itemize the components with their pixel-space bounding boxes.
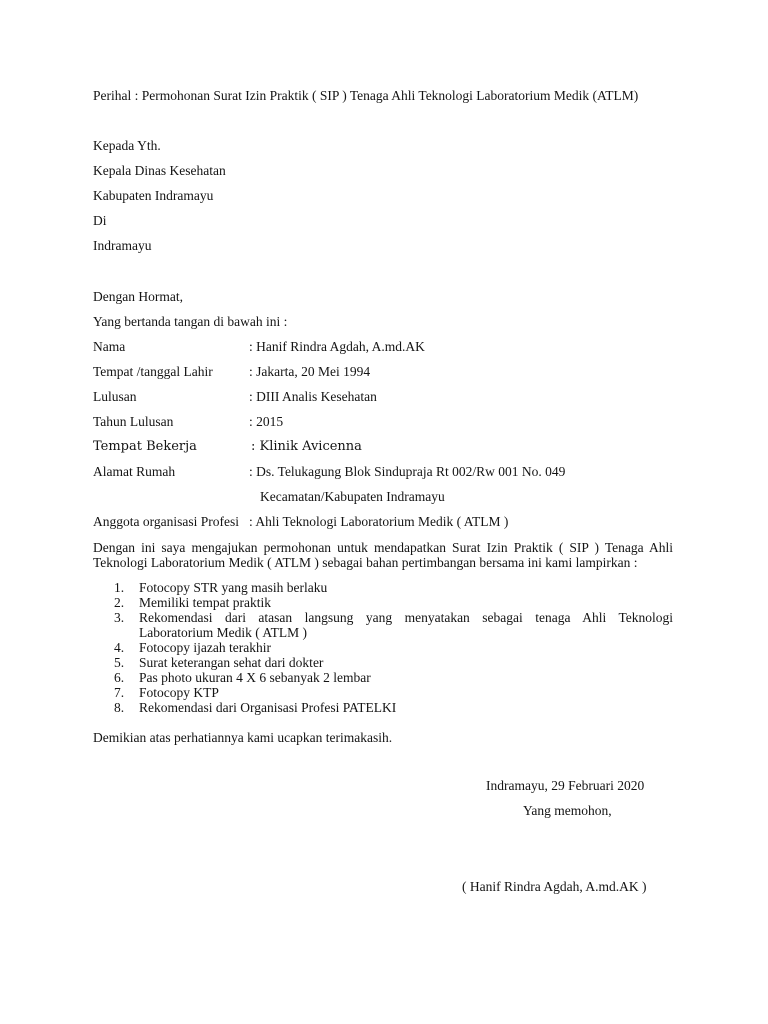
attachment-text-continued: Laboratorium Medik ( ATLM ) (139, 625, 307, 640)
field-ttl-label: Tempat /tanggal Lahir (93, 364, 213, 379)
field-bekerja-label: Tempat Bekerja (93, 439, 197, 454)
field-tahun-label: Tahun Lulusan (93, 414, 174, 429)
request-line-1: Dengan ini saya mengajukan permohonan untuk mendapatkan Surat Izin Praktik ( SIP ) Tenaga Ahli (93, 540, 673, 555)
intro-line: Yang bertanda tangan di bawah ini : (93, 314, 288, 329)
attachment-number: 8. (114, 700, 125, 715)
closing-line: Demikian atas perhatiannya kami ucapkan terimakasih. (93, 730, 393, 745)
attachment-number: 2. (114, 595, 125, 610)
attachment-text: Surat keterangan sehat dari dokter (139, 655, 324, 670)
attachment-item-1 (93, 580, 673, 595)
field-alamat-value-2: Kecamatan/Kabupaten Indramayu (260, 489, 445, 504)
attachment-item-6 (93, 670, 673, 685)
field-lulusan-value: : DIII Analis Kesehatan (249, 389, 377, 404)
attachment-item-2 (93, 595, 673, 610)
attachment-item-4 (93, 640, 673, 655)
subject-line: Perihal : Permohonan Surat Izin Praktik ( SIP ) Tenaga Ahli Teknologi Laboratorium Medik (ATLM) (93, 88, 639, 103)
field-alamat-value: : Ds. Telukagung Blok Sindupraja Rt 002/Rw 001 No. 049 (249, 464, 566, 479)
greeting: Dengan Hormat, (93, 289, 183, 304)
attachment-number: 7. (114, 685, 125, 700)
attachment-text: Rekomendasi dari Organisasi Profesi PATELKI (139, 700, 397, 715)
attachment-text: Memiliki tempat praktik (139, 595, 271, 610)
recipient-line-4: Di (93, 213, 107, 228)
attachment-number: 1. (114, 580, 125, 595)
recipient-line-5: Indramayu (93, 238, 152, 253)
field-anggota-label: Anggota organisasi Profesi (93, 514, 239, 529)
request-line-2: Teknologi Laboratorium Medik ( ATLM ) sebagai bahan pertimbangan bersama ini kami lampirkan : (93, 555, 638, 570)
recipient-line-2: Kepala Dinas Kesehatan (93, 163, 226, 178)
field-nama-value: : Hanif Rindra Agdah, A.md.AK (249, 339, 425, 354)
attachment-list (93, 580, 673, 715)
field-nama-label: Nama (93, 339, 126, 354)
recipient-line-1: Kepada Yth. (93, 138, 161, 153)
attachment-text: Pas photo ukuran 4 X 6 sebanyak 2 lembar (139, 670, 371, 685)
field-anggota-value: : Ahli Teknologi Laboratorium Medik ( ATLM ) (249, 514, 509, 529)
attachment-item-7 (93, 685, 673, 700)
recipient-line-3: Kabupaten Indramayu (93, 188, 214, 203)
signature-name: ( Hanif Rindra Agdah, A.md.AK ) (462, 879, 647, 894)
attachment-number: 4. (114, 640, 125, 655)
signature-place-date: Indramayu, 29 Februari 2020 (486, 778, 645, 793)
field-tahun-value: : 2015 (249, 414, 284, 429)
attachment-item-5 (93, 655, 673, 670)
field-bekerja-value: : Klinik Avicenna (251, 439, 362, 454)
field-lulusan-label: Lulusan (93, 389, 137, 404)
field-alamat-label: Alamat Rumah (93, 464, 176, 479)
attachment-item-8 (93, 700, 673, 715)
attachment-item-3 (93, 610, 673, 640)
attachment-number: 3. (114, 610, 125, 625)
attachment-number: 5. (114, 655, 125, 670)
attachment-number: 6. (114, 670, 125, 685)
attachment-text: Rekomendasi dari atasan langsung yang menyatakan sebagai tenaga Ahli Teknologi (139, 610, 673, 625)
attachment-text: Fotocopy ijazah terakhir (139, 640, 271, 655)
field-ttl-value: : Jakarta, 20 Mei 1994 (249, 364, 371, 379)
signature-applicant-label: Yang memohon, (523, 803, 612, 818)
attachment-text: Fotocopy STR yang masih berlaku (139, 580, 328, 595)
request-paragraph (93, 540, 673, 570)
attachment-text: Fotocopy KTP (139, 685, 219, 700)
